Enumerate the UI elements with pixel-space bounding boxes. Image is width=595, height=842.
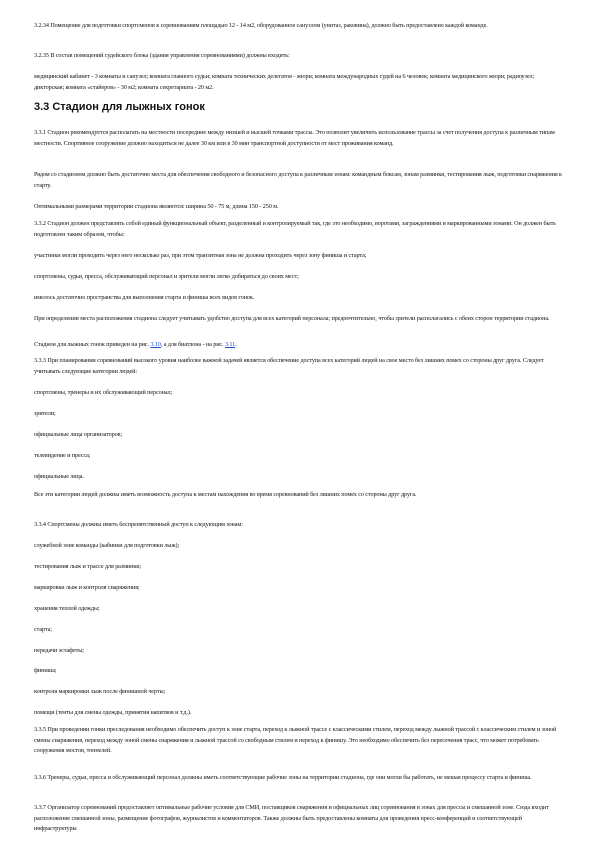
figure-ref-prefix: Стадион для лыжных гонок приведен на рис. bbox=[34, 341, 151, 349]
list-item: телевидение и пресса; bbox=[34, 452, 91, 460]
list-item: официальные лица. bbox=[34, 473, 84, 481]
paragraph-judges-rooms: медицинский кабинет - 3 комнаты и санузел; комната главного судьи; комната технических делегатов - жюри; комната международных судей на 6 человек; комната медицинского жюри; радиоузел; дикторская; комната «стайеров» - 30 м2; комната секретариата - 20 м2. bbox=[34, 73, 535, 91]
list-item: спортсмены, тренеры и их обслуживающий персонал; bbox=[34, 389, 173, 397]
list-item: старта; bbox=[34, 626, 52, 634]
figure-link-3-11[interactable]: 3.11 bbox=[224, 341, 236, 349]
paragraph-3-3-2: 3.3.2 Стадион должен представлять собой единый функциональный объект, разделенный и контролируемый так, где это необходимо, воротами, заграждениями и маркированными зонами. Он должен быть подготовлен таким образом, чтобы: bbox=[34, 220, 556, 238]
list-item: передачи эстафеты; bbox=[34, 647, 84, 655]
paragraph-3-3-7: 3.3.7 Организатор соревнований предоставляет оптимальные рабочие условия для СМИ, поставщиков снаряжения и официальных лиц соревнования в зонах для прессы и смешанной зоне. Сюда входит расположение смешанной зоны, размещение фотографов, журналистов и комментаторов. Также должны быть предоставлены комнаты для проведения пресс-конференций и соответствующей инфраструктуры bbox=[34, 804, 549, 832]
paragraph-3-2-34: 3.2.34 Помещение для подготовки спортсменов к соревнованиям площадью 12 - 14 м2, оборудованное санузлом (унитаз, раковина), должно быть предоставлено каждой команде. bbox=[34, 22, 488, 30]
list-item: маркировки лыж и контроля снаряжения; bbox=[34, 584, 140, 592]
list-item: тестирования лыж и трассе для разминки; bbox=[34, 563, 142, 571]
list-item: финиша; bbox=[34, 667, 57, 675]
section-heading: 3.3 Стадион для лыжных гонок bbox=[34, 101, 205, 113]
list-item: зрители; bbox=[34, 410, 56, 418]
list-item: контроля маркировки лыж после финишной черты; bbox=[34, 688, 166, 696]
paragraph-3-3-4: 3.3.4 Спортсмены должны иметь беспрепятственный доступ к следующим зонам: bbox=[34, 521, 243, 529]
list-item: служебной зоне команды (кабинки для подготовки лыж); bbox=[34, 542, 180, 550]
figure-ref-suffix: . bbox=[235, 341, 237, 349]
figure-ref-middle: , а для биатлона - на рис. bbox=[160, 341, 225, 349]
paragraph-stadium-location: При определении места расположения стадиона следует учитывать удобство доступа для всех категорий персонала; предпочтительно, чтобы зрители располагались с обеих сторон территории стадиона. bbox=[34, 315, 550, 323]
paragraph-3-3-5: 3.3.5 При проведении гонки преследования необходимо обеспечить доступ к зоне старта, переход к лыжной трассе с классическими стилем, переход между лыжной трассой с классическим стилем и зоной смены снаряжения, переход между зоной смены снаряжения и лыжной трассой со свободным стилем и переход к финишу. Это необходимо обеспечить без пересечения трасс, что может потребовать сооружения мостов, тоннелей. bbox=[34, 726, 557, 754]
list-item: спортсмены, судьи, пресса, обслуживающий персонал и зрители могли легко добираться до своих мест; bbox=[34, 273, 299, 281]
list-item: хранения теплой одежды; bbox=[34, 605, 100, 613]
paragraph-figure-reference bbox=[34, 340, 562, 350]
list-item: официальные лица организаторов; bbox=[34, 431, 123, 439]
list-item: имелось достаточно пространства для выполнения старта и финиша всех видов гонок. bbox=[34, 294, 255, 302]
paragraph-stadium-space: Рядом со стадионом должно быть достаточно места для обеспечения свободного и безопасного доступа к различным зонам: командным боксам, зонам разминки, тестирования лыж, подготовки снаряжения к старту. bbox=[34, 171, 562, 189]
list-item: помещи (тенты для смены одежды, принятия напитков и т.д.). bbox=[34, 709, 192, 717]
paragraph-3-2-35: 3.2.35 В состав помещений судейского блока (здания управления соревнованиями) должны входить: bbox=[34, 52, 290, 60]
figure-link-3-10[interactable]: 3.10 bbox=[150, 341, 161, 349]
paragraph-stadium-size: Оптимальными размерами территории стадиона являются: ширина 50 - 75 м, длина 150 - 250 м. bbox=[34, 203, 279, 211]
paragraph-3-3-3: 3.3.3 При планировании соревнований высокого уровня наиболее важной задачей является обеспечение доступа всех категорий людей на свое место без лишних помех со стороны друг друга. Следует учитывать следующие категории людей: bbox=[34, 357, 544, 375]
paragraph-3-3-1: 3.3.1 Стадион рекомендуется располагать на местности посередине между низшей и высшей точками трассы. Это позволит увеличить использование трассы за счет получения доступа к различным типам местности. Спортивное сооружение должно находиться не далее 30 км или в 30 мин транспортной доступности от мест проживания команд. bbox=[34, 129, 555, 147]
paragraph-3-3-6: 3.3.6 Тренеры, судьи, пресса и обслуживающий персонал должны иметь соответствующие рабочие зоны на территории стадиона, где они могли бы работать, не мешая процессу старта и финиша. bbox=[34, 774, 532, 782]
list-item: участники могли проходить через него несколько раз, при этом транзитная зона не должна проходить через зону финиша и старта; bbox=[34, 252, 367, 260]
paragraph-access-all: Все эти категории людей должны иметь возможность доступа к местам нахождения во время соревнований без лишних помех со стороны друг друга. bbox=[34, 491, 417, 499]
